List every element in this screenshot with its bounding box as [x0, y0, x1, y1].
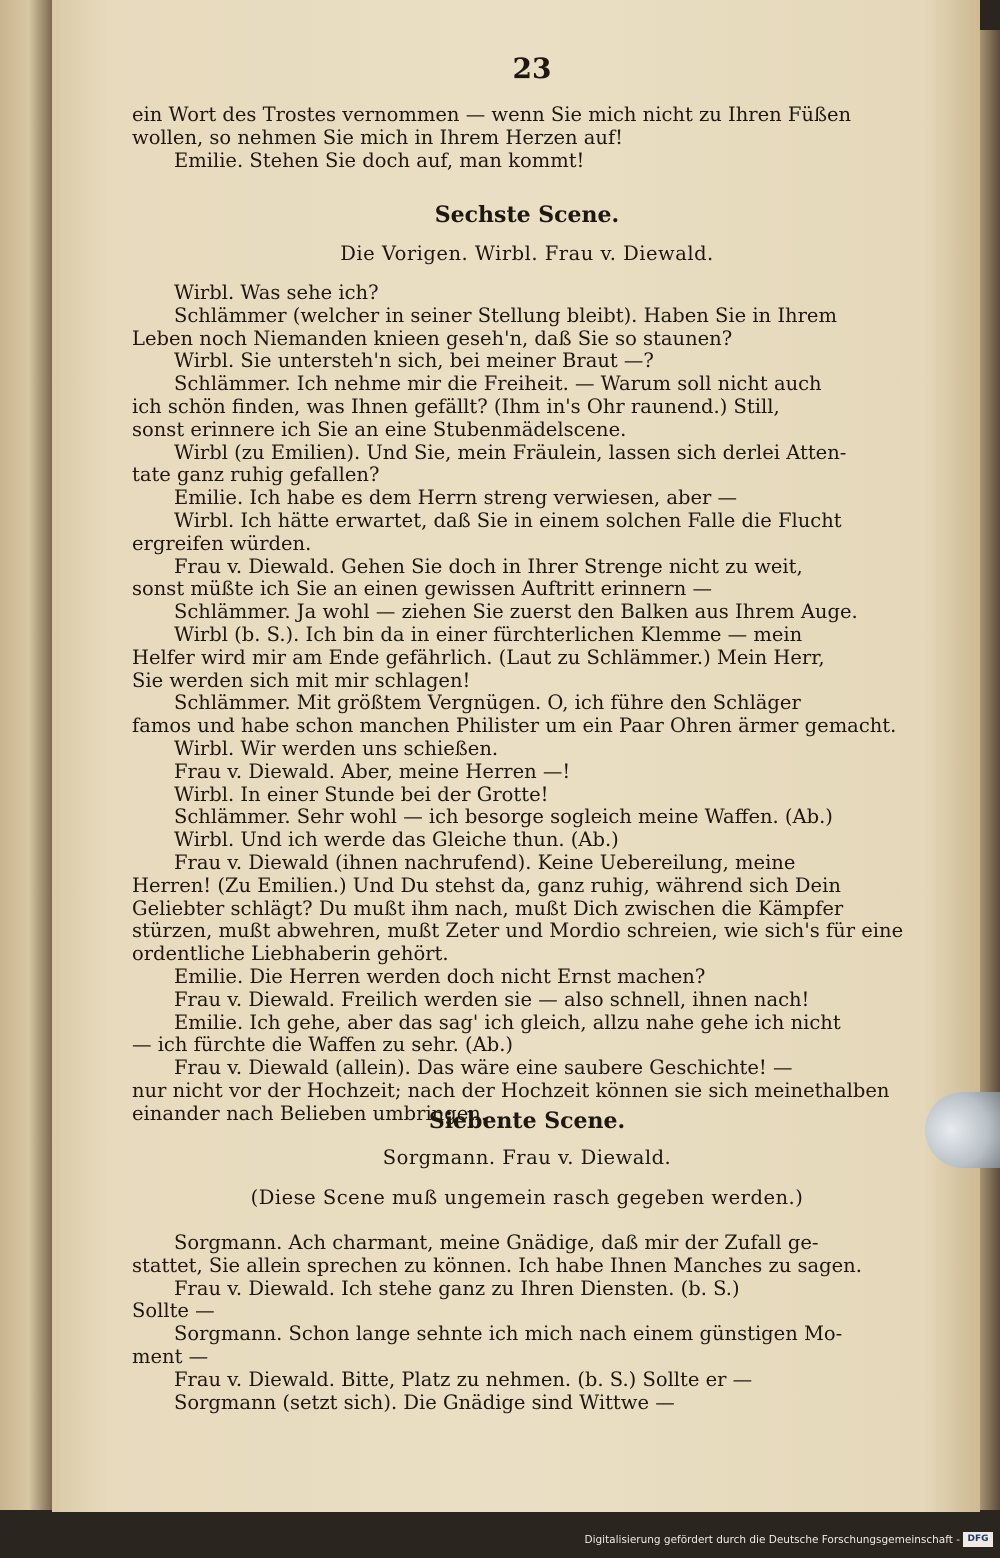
scene-heading-6: Sechste Scene. — [434, 202, 620, 228]
text-line: Sorgmann. Ach charmant, meine Gnädige, daß mir der Zufall ge- — [174, 1232, 819, 1254]
scene-cast-7: Sorgmann. Frau v. Diewald. — [382, 1146, 672, 1169]
scanner-clip — [925, 1092, 1000, 1168]
text-line: Herren! (Zu Emilien.) Und Du stehst da, ganz ruhig, während sich Dein — [132, 874, 841, 897]
text-line: Frau v. Diewald. Aber, meine Herren —! — [174, 760, 571, 783]
text-line: Sie werden sich mit mir schlagen! — [132, 669, 471, 692]
text-line: Frau v. Diewald. Gehen Sie doch in Ihrer Strenge nicht zu weit, — [174, 555, 803, 578]
text-line: Geliebter schlägt? Du mußt ihm nach, mußt Dich zwischen die Kämpfer — [132, 897, 844, 920]
text-line: Wirbl. Ich hätte erwartet, daß Sie in einem solchen Falle die Flucht — [174, 509, 842, 532]
text-line: — ich fürchte die Waffen zu sehr. (Ab.) — [132, 1034, 514, 1057]
text-line: wollen, so nehmen Sie mich in Ihrem Herzen auf! — [132, 126, 624, 149]
text-line: Wirbl (b. S.). Ich bin da in einer fürchterlichen Klemme — mein — [174, 623, 803, 646]
funding-notice: Digitalisierung gefördert durch die Deutsche Forschungsgemeinschaft - — [584, 1534, 960, 1546]
text-line: Helfer wird mir am Ende gefährlich. (Laut zu Schlämmer.) Mein Herr, — [132, 646, 825, 669]
text-line: tate ganz ruhig gefallen? — [132, 464, 380, 487]
text-line: Emilie. Ich gehe, aber das sag' ich gleich, allzu nahe gehe ich nicht — [174, 1011, 841, 1034]
text-line: Schlämmer. Ja wohl — ziehen Sie zuerst den Balken aus Ihrem Auge. — [174, 601, 858, 624]
text-line: Emilie. Ich habe es dem Herrn streng verwiesen, aber — — [174, 487, 738, 510]
text-line: Schlämmer. Ich nehme mir die Freiheit. — Warum soll nicht auch — [174, 373, 822, 396]
text-line: Emilie. Die Herren werden doch nicht Ernst machen? — [174, 965, 706, 988]
text-line: Schlämmer. Sehr wohl — ich besorge sogleich meine Waffen. (Ab.) — [174, 806, 833, 829]
text-line: Emilie. Stehen Sie doch auf, man kommt! — [174, 149, 585, 172]
scene-heading-7: Siebente Scene. — [428, 1108, 626, 1134]
text-line: Wirbl. Was sehe ich? — [174, 282, 379, 304]
text-line: einander nach Belieben umbringen. — [132, 1102, 488, 1125]
text-block-1 — [132, 104, 922, 172]
book-page — [52, 0, 980, 1512]
text-line: Wirbl. Wir werden uns schießen. — [174, 737, 499, 760]
text-line: Frau v. Diewald. Ich stehe ganz zu Ihren Diensten. (b. S.) — [174, 1277, 740, 1300]
text-line: ein Wort des Trostes vernommen — wenn Sie mich nicht zu Ihren Füßen — [132, 104, 852, 126]
text-line: sonst erinnere ich Sie an eine Stubenmädelscene. — [132, 418, 627, 441]
scene-cast-6: Die Vorigen. Wirbl. Frau v. Diewald. — [340, 242, 714, 265]
text-line: famos und habe schon manchen Philister um ein Paar Ohren ärmer gemacht. — [132, 715, 897, 738]
text-line: Schlämmer. Mit größtem Vergnügen. O, ich führe den Schläger — [174, 692, 801, 715]
text-line: stattet, Sie allein sprechen zu können. Ich habe Ihnen Manches zu sagen. — [132, 1254, 862, 1277]
text-line: Sorgmann. Schon lange sehnte ich mich nach einem günstigen Mo- — [174, 1323, 843, 1346]
text-line: Frau v. Diewald. Freilich werden sie — also schnell, ihnen nach! — [174, 988, 810, 1011]
text-line: Frau v. Diewald. Bitte, Platz zu nehmen. (b. S.) Sollte er — — [174, 1368, 753, 1391]
text-line: Schlämmer (welcher in seiner Stellung bleibt). Haben Sie in Ihrem — [174, 304, 837, 327]
text-line: Frau v. Diewald (ihnen nachrufend). Keine Uebereilung, meine — [174, 851, 796, 874]
text-line: Sorgmann (setzt sich). Die Gnädige sind Wittwe — — [174, 1391, 675, 1414]
text-line: Wirbl. In einer Stunde bei der Grotte! — [174, 783, 549, 806]
text-line: Wirbl. Und ich werde das Gleiche thun. (Ab.) — [174, 829, 619, 852]
text-line: ich schön finden, was Ihnen gefällt? (Ihm in's Ohr raunend.) Still, — [132, 395, 780, 418]
text-line: stürzen, mußt abwehren, mußt Zeter und Mordio schreien, wie sich's für eine — [132, 920, 904, 943]
page-number: 23 — [512, 52, 552, 85]
facing-page-edge — [0, 0, 52, 1510]
text-line: Wirbl. Sie untersteh'n sich, bei meiner Braut —? — [174, 350, 654, 373]
text-line: nur nicht vor der Hochzeit; nach der Hochzeit können sie sich meinethalben — [132, 1079, 890, 1102]
stage-direction: (Diese Scene muß ungemein rasch gegeben werden.) — [250, 1186, 804, 1209]
text-line: Sollte — — [132, 1300, 215, 1323]
text-line: Wirbl (zu Emilien). Und Sie, mein Fräulein, lassen sich derlei Atten- — [174, 441, 847, 464]
text-line: ergreifen würden. — [132, 532, 312, 555]
text-block-3 — [132, 1232, 922, 1414]
text-line: sonst müßte ich Sie an einen gewissen Auftritt erinnern — — [132, 578, 712, 601]
text-line: Frau v. Diewald (allein). Das wäre eine saubere Geschichte! — — [174, 1057, 793, 1080]
text-block-2 — [132, 282, 922, 1125]
dfg-logo: DFG — [963, 1532, 993, 1547]
text-line: ment — — [132, 1345, 209, 1368]
page-stack-edge — [980, 30, 1000, 1510]
text-line: ordentliche Liebhaberin gehört. — [132, 943, 449, 966]
text-line: Leben noch Niemanden knieen geseh'n, daß Sie so staunen? — [132, 327, 733, 350]
